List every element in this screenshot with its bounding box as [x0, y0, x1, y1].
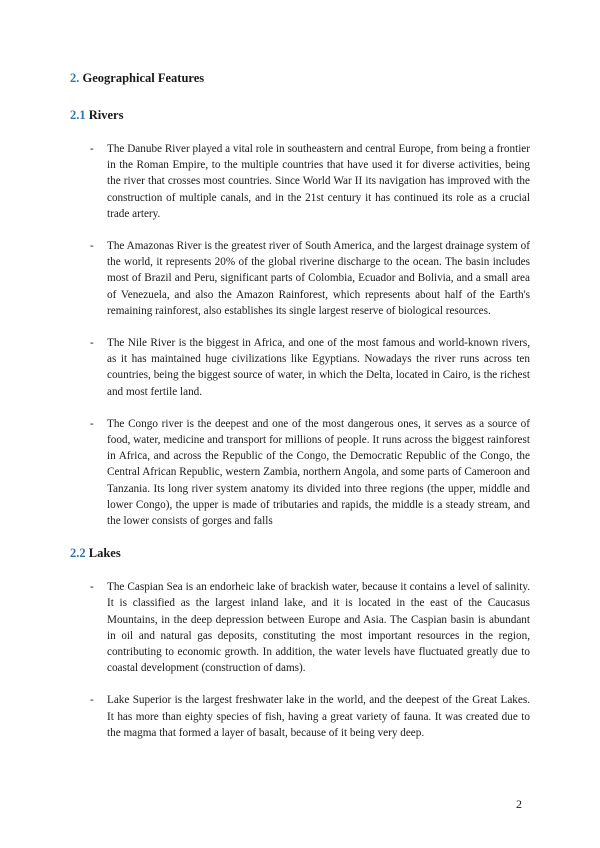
list-item	[70, 238, 530, 319]
subsection-title: Lakes	[88, 546, 121, 561]
list-item	[70, 579, 530, 676]
list-item-text: The Amazonas River is the greatest river of South America, and the largest drainage system of the world, it represents 20% of the global riverine discharge to the ocean. The basin includes most of Brazil and Peru, significant parts of Colombia, Ecuador and Bolivia, and a small area of Venezuela, and also the Amazon Rainforest, which represents about half of the Earth's remaining rainforest, also establishes its single largest reserve of biological resources.	[107, 240, 530, 317]
bullet-dash: -	[90, 417, 94, 430]
page-number: 2	[516, 797, 522, 811]
bullet-dash: -	[90, 240, 94, 253]
list-item	[70, 692, 530, 741]
section-number: 2.	[70, 71, 80, 85]
list-item	[70, 416, 530, 529]
list-item-text: The Danube River played a vital role in southeastern and central Europe, from being a frontier in the Roman Empire, to the multiple countries that have used it for diverse activities, being the river that crosses most countries. Since World War II its navigation has improved with the construction of multiple canals, and in the 21st century it has continued its role as a crucial trade artery.	[107, 143, 530, 220]
subsection-number: 2.1	[70, 108, 86, 122]
bullet-dash: -	[90, 694, 94, 707]
list-item-text: The Caspian Sea is an endorheic lake of brackish water, because it contains a level of salinity. It is classified as the largest inland lake, and it is located in the east of the Caucasus Mountains, in the deep depression between Europe and Asia. The Caspian basin is abundant in oil and natural gas deposits, constituting the most important resources in the region, contributing to economic growth. In addition, the water levels have fluctuated greatly due to coastal development (construction of dams).	[107, 581, 530, 675]
section-heading	[70, 70, 530, 86]
bullet-dash: -	[90, 337, 94, 350]
list-item	[70, 141, 530, 222]
page-content	[70, 70, 530, 741]
list-item-text: Lake Superior is the largest freshwater lake in the world, and the deepest of the Great Lakes. It has more than eighty species of fish, having a great variety of fauna. It was created due to the magma that formed a layer of basalt, because of it being very deep.	[107, 694, 530, 739]
list-item-text: The Congo river is the deepest and one of the most dangerous ones, it serves as a source of food, water, medicine and transport for millions of people. It runs across the biggest rainforest in Africa, and across the Republic of the Congo, the Democratic Republic of the Congo, the Central African Republic, western Zambia, northern Angola, and some parts of Cameroon and Tanzania. Its long river system anatomy its divided into three regions (the upper, middle and lower Congo), the upper is made of tributaries and rapids, the middle is a steady stream, and the lower consists of gorges and falls	[107, 417, 530, 528]
rivers-list	[70, 141, 530, 529]
list-item	[70, 335, 530, 400]
bullet-dash: -	[90, 581, 94, 594]
subsection-heading-rivers	[70, 107, 530, 123]
lakes-list	[70, 579, 530, 741]
list-item-text: The Nile River is the biggest in Africa, and one of the most famous and world-known rivers, as it has maintained huge civilizations like Egyptians. Nowadays the river runs across ten countries, being the biggest source of water, in which the Delta, located in Cairo, is the richest and most fertile land.	[107, 337, 530, 398]
section-title: Geographical Features	[82, 71, 205, 85]
subsection-number: 2.2	[70, 546, 86, 561]
subsection-title: Rivers	[88, 108, 124, 122]
bullet-dash: -	[90, 143, 94, 155]
subsection-heading-lakes	[70, 545, 530, 561]
